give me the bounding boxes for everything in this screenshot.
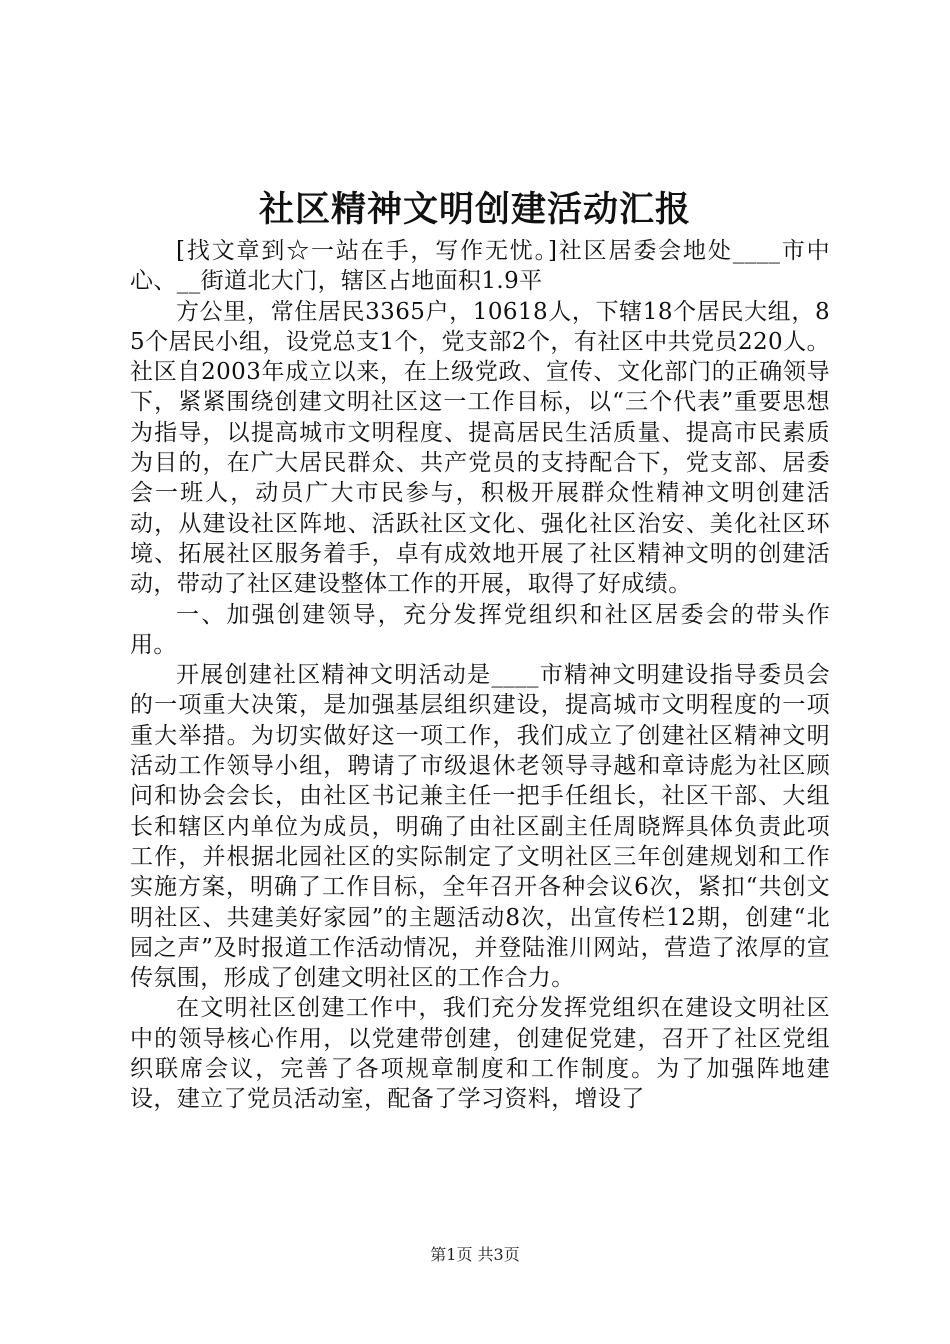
paragraph-leadership: 开展创建社区精神文明活动是____市精神文明建设指导委员会的一项重大决策，是加强基层组织建设，提高城市文明程度的一项重大举措。为切实做好这一项工作，我们成立了创建社区精神文明活动工作领导小组，聘请了市级退休老领导寻越和章诗彪为社区顾问和协会会长，由社区书记兼主任一把手任组长，社区干部、大组长和辖区内单位为成员，明确了由社区副主任周晓辉具体负责此项工作，并根据北园社区的实际制定了文明社区三年创建规划和工作实施方案，明确了工作目标，全年召开各种会议6次，紧扣“共创文明社区、共建美好家园”的主题活动8次，出宣传栏12期，创建“北园之声”及时报道工作活动情况，并登陆淮川网站，营造了浓厚的宣传氛围，形成了创建文明社区的工作合力。 bbox=[130, 662, 830, 992]
document-body bbox=[130, 236, 830, 1115]
paragraph-party-role: 在文明社区创建工作中，我们充分发挥党组织在建设文明社区中的领导核心作用，以党建带创建，创建促党建，召开了社区党组织联席会议，完善了各项规章制度和工作制度。为了加强阵地建设，建立了党员活动室，配备了学习资料，增设了 bbox=[130, 995, 830, 1113]
paragraph-overview: 方公里，常住居民3365户，10618人，下辖18个居民大组，85个居民小组，设党总支1个，党支部2个，有社区中共党员220人。社区自2003年成立以来，在上级党政、宣传、文化部门的正确领导下，紧紧围绕创建文明社区这一工作目标，以“三个代表”重要思想为指导，以提高城市文明程度、提高居民生活质量、提高市民素质为目的，在广大居民群众、共产党员的支持配合下，党支部、居委会一班人，动员广大市民参与，积极开展群众性精神文明创建活动，从建设社区阵地、活跃社区文化、强化社区治安、美化社区环境、拓展社区服务着手，卓有成效地开展了社区精神文明的创建活动，带动了社区建设整体工作的开展，取得了好成绩。 bbox=[130, 298, 830, 598]
paragraph-intro: [找文章到☆一站在手，写作无忧。]社区居委会地处____市中心、__街道北大门，辖区占地面积1.9平 bbox=[130, 238, 830, 295]
page-footer: 第1页 共3页 bbox=[430, 1245, 520, 1264]
section-heading-1: 一、加强创建领导，充分发挥党组织和社区居委会的带头作用。 bbox=[130, 601, 830, 658]
document-title: 社区精神文明创建活动汇报 bbox=[258, 189, 691, 230]
